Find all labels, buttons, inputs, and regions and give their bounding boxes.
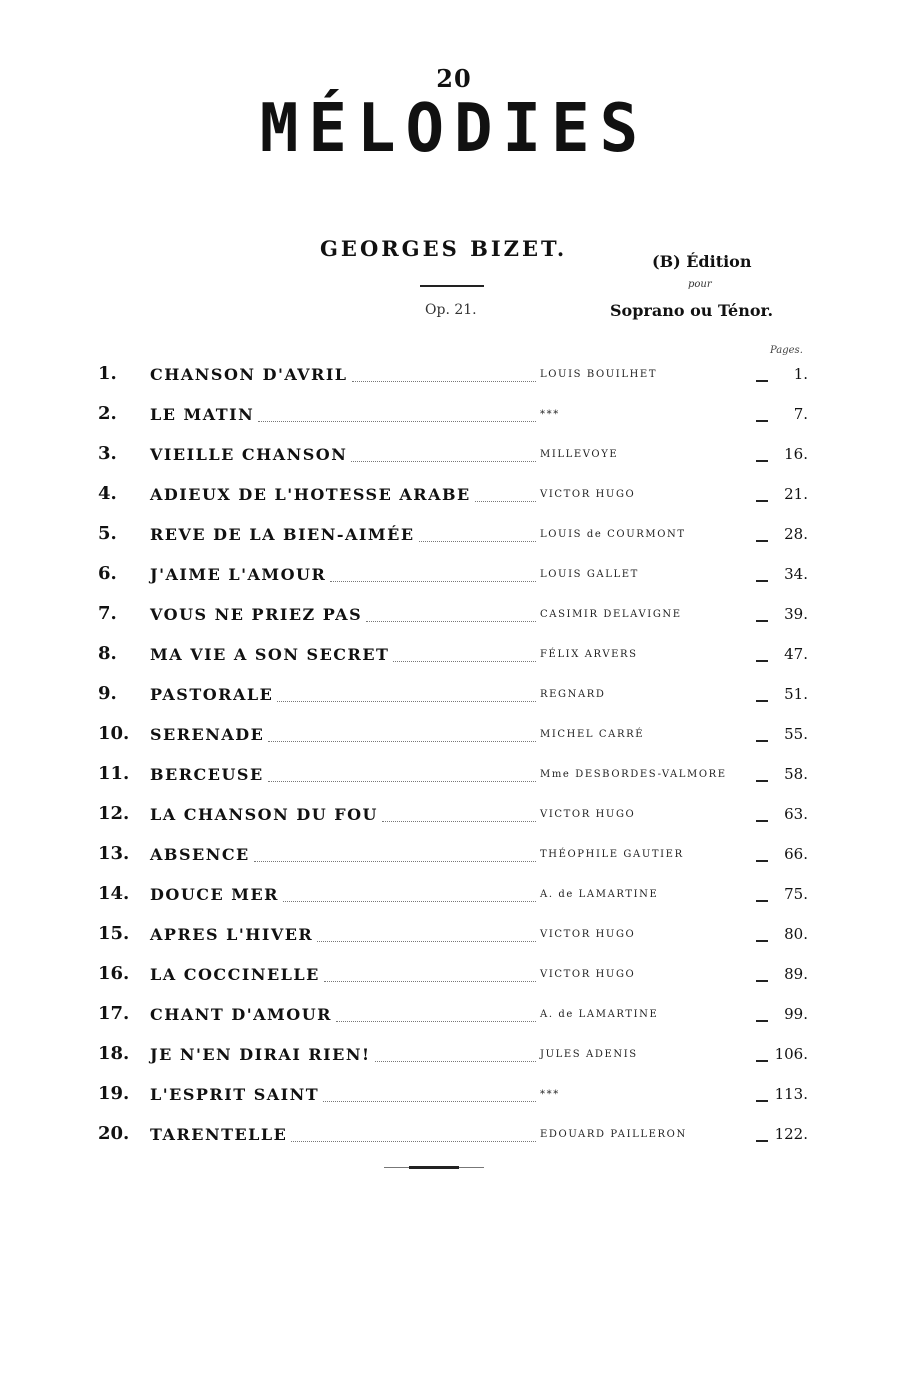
song-number: 15. xyxy=(98,923,130,944)
poet-name: MILLEVOYE xyxy=(540,449,619,460)
song-number: 9. xyxy=(98,683,117,704)
toc-row[interactable] xyxy=(0,643,900,671)
dot-leader xyxy=(382,821,536,822)
page-number: 66. xyxy=(784,845,808,863)
page-dash xyxy=(756,1060,768,1062)
dot-leader xyxy=(317,941,536,942)
poet-name: MICHEL CARRÉ xyxy=(540,729,645,740)
page-dash xyxy=(756,860,768,862)
song-number: 3. xyxy=(98,443,117,464)
page-dash xyxy=(756,420,768,422)
song-title: APRES L'HIVER xyxy=(150,925,314,944)
pour-label: pour xyxy=(688,279,712,290)
page-dash xyxy=(756,460,768,462)
toc-row[interactable] xyxy=(0,403,900,431)
song-title: REVE DE LA BIEN-AIMÉE xyxy=(150,525,415,544)
page-number: 89. xyxy=(784,965,808,983)
toc-row[interactable] xyxy=(0,1003,900,1031)
poet-name: CASIMIR DELAVIGNE xyxy=(540,609,682,620)
page-dash xyxy=(756,660,768,662)
song-number: 6. xyxy=(98,563,117,584)
poet-name: REGNARD xyxy=(540,689,606,700)
composer-name: GEORGES BIZET. xyxy=(320,236,568,261)
toc-row[interactable] xyxy=(0,563,900,591)
toc-row[interactable] xyxy=(0,883,900,911)
song-number: 5. xyxy=(98,523,117,544)
song-number: 1. xyxy=(98,363,117,384)
dot-leader xyxy=(254,861,536,862)
poet-name: A. de LAMARTINE xyxy=(540,1009,659,1020)
page-number: 28. xyxy=(784,525,808,543)
dot-leader xyxy=(352,381,536,382)
toc-row[interactable] xyxy=(0,483,900,511)
song-number: 4. xyxy=(98,483,117,504)
dot-leader xyxy=(475,501,536,502)
song-title: L'ESPRIT SAINT xyxy=(150,1085,320,1104)
song-number: 14. xyxy=(98,883,130,904)
page-number: 7. xyxy=(793,405,808,423)
page-dash xyxy=(756,780,768,782)
page-dash xyxy=(756,620,768,622)
song-number: 18. xyxy=(98,1043,130,1064)
page-dash xyxy=(756,1020,768,1022)
toc-row[interactable] xyxy=(0,843,900,871)
song-title: ADIEUX DE L'HOTESSE ARABE xyxy=(150,485,471,504)
toc-row[interactable] xyxy=(0,603,900,631)
toc-row[interactable] xyxy=(0,1043,900,1071)
page-number: 16. xyxy=(784,445,808,463)
pages-column-label: Pages. xyxy=(770,345,803,356)
page-dash xyxy=(756,700,768,702)
page-number: 106. xyxy=(774,1045,808,1063)
toc-row[interactable] xyxy=(0,763,900,791)
dot-leader xyxy=(258,421,536,422)
closing-rule xyxy=(384,1166,484,1168)
page-number: 122. xyxy=(774,1125,808,1143)
page-title: MÉLODIES xyxy=(259,90,649,168)
dot-leader xyxy=(291,1141,536,1142)
dot-leader xyxy=(324,981,536,982)
song-number: 10. xyxy=(98,723,130,744)
page-dash xyxy=(756,500,768,502)
song-number: 13. xyxy=(98,843,130,864)
page-number: 55. xyxy=(784,725,808,743)
page-number: 75. xyxy=(784,885,808,903)
page-number: 99. xyxy=(784,1005,808,1023)
page-number: 58. xyxy=(784,765,808,783)
toc-row[interactable] xyxy=(0,683,900,711)
song-title: J'AIME L'AMOUR xyxy=(150,565,327,584)
page-dash xyxy=(756,820,768,822)
voice-type: Soprano ou Ténor. xyxy=(610,301,774,320)
song-title: LA COCCINELLE xyxy=(150,965,320,984)
closing-rule-thick xyxy=(409,1166,459,1169)
page-number: 63. xyxy=(784,805,808,823)
page-dash xyxy=(756,980,768,982)
toc-row[interactable] xyxy=(0,523,900,551)
dot-leader xyxy=(375,1061,536,1062)
dot-leader xyxy=(277,701,536,702)
song-number: 2. xyxy=(98,403,117,424)
page-dash xyxy=(756,940,768,942)
toc-row[interactable] xyxy=(0,1083,900,1111)
dot-leader xyxy=(366,621,536,622)
page-dash xyxy=(756,380,768,382)
opus-number: Op. 21. xyxy=(425,302,477,318)
toc-row[interactable] xyxy=(0,363,900,391)
dot-leader xyxy=(268,781,536,782)
toc-row[interactable] xyxy=(0,723,900,751)
poet-name: VICTOR HUGO xyxy=(540,489,636,500)
poet-name: FÉLIX ARVERS xyxy=(540,649,638,660)
dot-leader xyxy=(336,1021,536,1022)
song-title: ABSENCE xyxy=(150,845,250,864)
dot-leader xyxy=(268,741,536,742)
poet-name: JULES ADENIS xyxy=(540,1049,638,1060)
page-dash xyxy=(756,740,768,742)
poet-name: VICTOR HUGO xyxy=(540,809,636,820)
page-dash xyxy=(756,580,768,582)
page-dash xyxy=(756,540,768,542)
poet-name: *** xyxy=(540,409,560,420)
dot-leader xyxy=(323,1101,536,1102)
song-title: CHANSON D'AVRIL xyxy=(150,365,348,384)
dot-leader xyxy=(393,661,536,662)
poet-name: VICTOR HUGO xyxy=(540,969,636,980)
song-title: SERENADE xyxy=(150,725,265,744)
toc-row[interactable] xyxy=(0,923,900,951)
page-number: 1. xyxy=(793,365,808,383)
page-dash xyxy=(756,1100,768,1102)
song-title: BERCEUSE xyxy=(150,765,264,784)
page-number: 80. xyxy=(784,925,808,943)
page-dash xyxy=(756,900,768,902)
page-number: 34. xyxy=(784,565,808,583)
poet-name: *** xyxy=(540,1089,560,1100)
song-title: VIEILLE CHANSON xyxy=(150,445,348,464)
song-number: 20. xyxy=(98,1123,130,1144)
song-number: 7. xyxy=(98,603,117,624)
song-title: PASTORALE xyxy=(150,685,274,704)
song-title: DOUCE MER xyxy=(150,885,279,904)
page-number: 39. xyxy=(784,605,808,623)
dot-leader xyxy=(419,541,536,542)
composer-rule xyxy=(420,285,484,287)
song-number: 8. xyxy=(98,643,117,664)
poet-name: LOUIS BOUILHET xyxy=(540,369,658,380)
song-number: 11. xyxy=(98,763,130,784)
toc-row[interactable] xyxy=(0,1123,900,1151)
poet-name: Mme DESBORDES-VALMORE xyxy=(540,769,727,780)
song-number: 12. xyxy=(98,803,130,824)
song-number: 19. xyxy=(98,1083,130,1104)
edition-label: (B) Édition xyxy=(652,252,752,271)
song-number: 16. xyxy=(98,963,130,984)
poet-name: LOUIS GALLET xyxy=(540,569,639,580)
dot-leader xyxy=(351,461,536,462)
page-number: 21. xyxy=(784,485,808,503)
poet-name: A. de LAMARTINE xyxy=(540,889,659,900)
poet-name: VICTOR HUGO xyxy=(540,929,636,940)
toc-row[interactable] xyxy=(0,443,900,471)
page-number: 51. xyxy=(784,685,808,703)
song-title: LE MATIN xyxy=(150,405,255,424)
toc-row[interactable] xyxy=(0,963,900,991)
toc-row[interactable] xyxy=(0,803,900,831)
poet-name: EDOUARD PAILLERON xyxy=(540,1129,687,1140)
poet-name: LOUIS de COURMONT xyxy=(540,529,686,540)
song-title: MA VIE A SON SECRET xyxy=(150,645,390,664)
song-title: TARENTELLE xyxy=(150,1125,288,1144)
page-number: 47. xyxy=(784,645,808,663)
poet-name: THÉOPHILE GAUTIER xyxy=(540,849,684,860)
dot-leader xyxy=(283,901,536,902)
song-title: JE N'EN DIRAI RIEN! xyxy=(150,1045,371,1064)
song-number: 17. xyxy=(98,1003,130,1024)
song-count: 20 xyxy=(436,64,472,93)
song-title: LA CHANSON DU FOU xyxy=(150,805,378,824)
page-dash xyxy=(756,1140,768,1142)
song-title: CHANT D'AMOUR xyxy=(150,1005,332,1024)
dot-leader xyxy=(330,581,536,582)
song-title: VOUS NE PRIEZ PAS xyxy=(150,605,363,624)
page-number: 113. xyxy=(774,1085,808,1103)
